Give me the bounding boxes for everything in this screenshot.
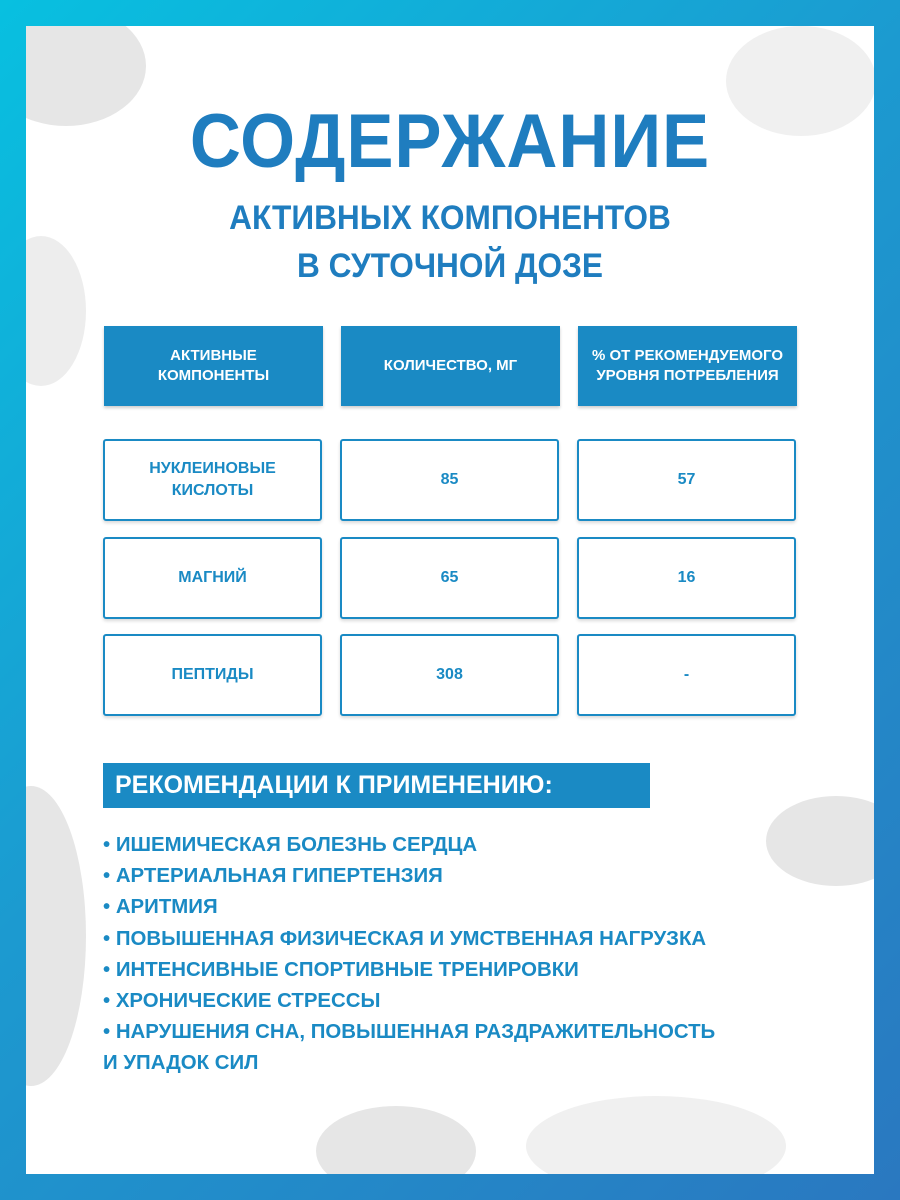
subtitle-line: АКТИВНЫХ КОМПОНЕНТОВ xyxy=(229,199,671,237)
list-item: • ПОВЫШЕННАЯ ФИЗИЧЕСКАЯ И УМСТВЕННАЯ НАГРУЗКА xyxy=(103,927,707,950)
recommendations-heading: РЕКОМЕНДАЦИИ К ПРИМЕНЕНИЮ: xyxy=(103,763,650,808)
list-item: • АРИТМИЯ xyxy=(103,896,218,919)
squid-decoration xyxy=(526,1096,786,1174)
page-subtitle xyxy=(32,194,869,290)
table-cell: 308 xyxy=(340,634,559,716)
table-cell: - xyxy=(577,634,796,716)
page-title: СОДЕРЖАНИЕ xyxy=(189,99,711,184)
table-cell: 57 xyxy=(577,439,796,521)
subtitle-line: В СУТОЧНОЙ ДОЗЕ xyxy=(296,247,603,285)
header-cell-components: АКТИВНЫЕ КОМПОНЕНТЫ xyxy=(104,326,323,406)
shell-decoration xyxy=(26,786,86,1086)
table-cell: 65 xyxy=(340,537,559,619)
recommendations-list xyxy=(103,830,823,1080)
header-cell-percent: % ОТ РЕКОМЕНДУЕМОГО УРОВНЯ ПОТРЕБЛЕНИЯ xyxy=(578,326,797,406)
list-item: • АРТЕРИАЛЬНАЯ ГИПЕРТЕНЗИЯ xyxy=(103,865,443,888)
list-item: И УПАДОК СИЛ xyxy=(103,1052,259,1075)
header-cell-amount: КОЛИЧЕСТВО, МГ xyxy=(341,326,560,406)
table-cell: 16 xyxy=(577,537,796,619)
list-item: • ИШЕМИЧЕСКАЯ БОЛЕЗНЬ СЕРДЦА xyxy=(103,834,478,856)
list-item: • ИНТЕНСИВНЫЕ СПОРТИВНЫЕ ТРЕНИРОВКИ xyxy=(103,958,579,981)
table-cell: 85 xyxy=(340,439,559,521)
table-cell: ПЕПТИДЫ xyxy=(103,634,322,716)
table-cell: МАГНИЙ xyxy=(103,537,322,619)
list-item: • ХРОНИЧЕСКИЕ СТРЕССЫ xyxy=(103,990,381,1013)
list-item: • НАРУШЕНИЯ СНА, ПОВЫШЕННАЯ РАЗДРАЖИТЕЛЬНОСТЬ xyxy=(103,1021,716,1044)
fish-decoration xyxy=(316,1106,476,1174)
table-cell: НУКЛЕИНОВЫЕ КИСЛОТЫ xyxy=(103,439,322,521)
